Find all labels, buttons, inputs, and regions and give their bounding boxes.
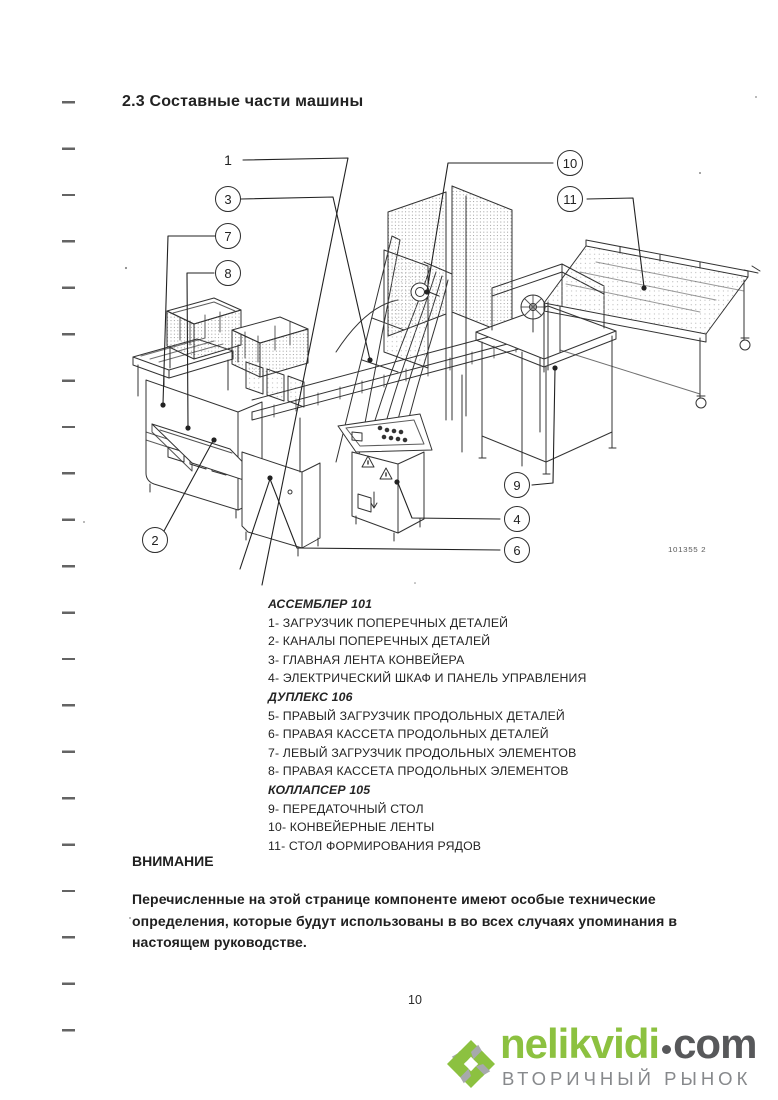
domain-dot [662, 1045, 671, 1054]
page-number: 10 [408, 993, 422, 1007]
watermark-logo [438, 1020, 778, 1100]
notice-body: Перечисленные на этой странице компоненте имеют особые технические определения, которые будут использованы в во всех случаях упоминания в настоящем руководстве. [132, 891, 678, 950]
callout-9: 9 [504, 472, 530, 498]
callout-7: 7 [215, 223, 241, 249]
parts-group-title: КОЛЛАПСЕР 105 [268, 782, 371, 797]
callout-11: 11 [557, 186, 583, 212]
site-name-line [500, 1020, 756, 1068]
parts-group-title: АССЕМБЛЕР 101 [268, 597, 373, 611]
part-item: 4- ЭЛЕКТРИЧЕСКИЙ ШКАФ И ПАНЕЛЬ УПРАВЛЕНИЯ [268, 671, 587, 686]
part-item: 11- СТОЛ ФОРМИРОВАНИЯ РЯДОВ [268, 838, 482, 853]
parts-list [268, 595, 587, 855]
part-item: 3- ГЛАВНАЯ ЛЕНТА КОНВЕЙЕРА [268, 652, 465, 667]
site-name: nelikvidi [500, 1020, 660, 1067]
callout-8: 8 [215, 260, 241, 286]
callout-1: 1 [224, 152, 232, 168]
part-item: 7- ЛЕВЫЙ ЗАГРУЗЧИК ПРОДОЛЬНЫХ ЭЛЕМЕНТОВ [268, 745, 577, 760]
part-item: 6- ПРАВАЯ КАССЕТА ПРОДОЛЬНЫХ ДЕТАЛЕЙ [268, 727, 549, 742]
parts-group-title: ДУПЛЕКС 106 [268, 689, 353, 704]
callout-2: 2 [142, 527, 168, 553]
pinwheel-logo-icon [441, 1032, 501, 1096]
part-item: 10- КОНВЕЙЕРНЫЕ ЛЕНТЫ [268, 820, 435, 835]
callout-4: 4 [504, 506, 530, 532]
section-title: 2.3 Составные части машины [122, 93, 364, 110]
part-item: 1- ЗАГРУЗЧИК ПОПЕРЕЧНЫХ ДЕТАЛЕЙ [268, 615, 509, 630]
figure-code: 101355 2 [668, 545, 707, 554]
part-item: 2- КАНАЛЫ ПОПЕРЕЧНЫХ ДЕТАЛЕЙ [268, 634, 491, 649]
notice-heading: ВНИМАНИЕ [132, 853, 214, 869]
callout-6: 6 [504, 537, 530, 563]
callout-3: 3 [215, 186, 241, 212]
site-tld: com [673, 1020, 757, 1067]
callout-10: 10 [557, 150, 583, 176]
site-tagline: ВТОРИЧНЫЙ РЫНОК [502, 1068, 752, 1089]
part-item: 8- ПРАВАЯ КАССЕТА ПРОДОЛЬНЫХ ЭЛЕМЕНТОВ [268, 764, 569, 779]
part-item: 9- ПЕРЕДАТОЧНЫЙ СТОЛ [268, 801, 424, 816]
part-item: 5- ПРАВЫЙ ЗАГРУЗЧИК ПРОДОЛЬНЫХ ДЕТАЛЕЙ [268, 708, 565, 723]
